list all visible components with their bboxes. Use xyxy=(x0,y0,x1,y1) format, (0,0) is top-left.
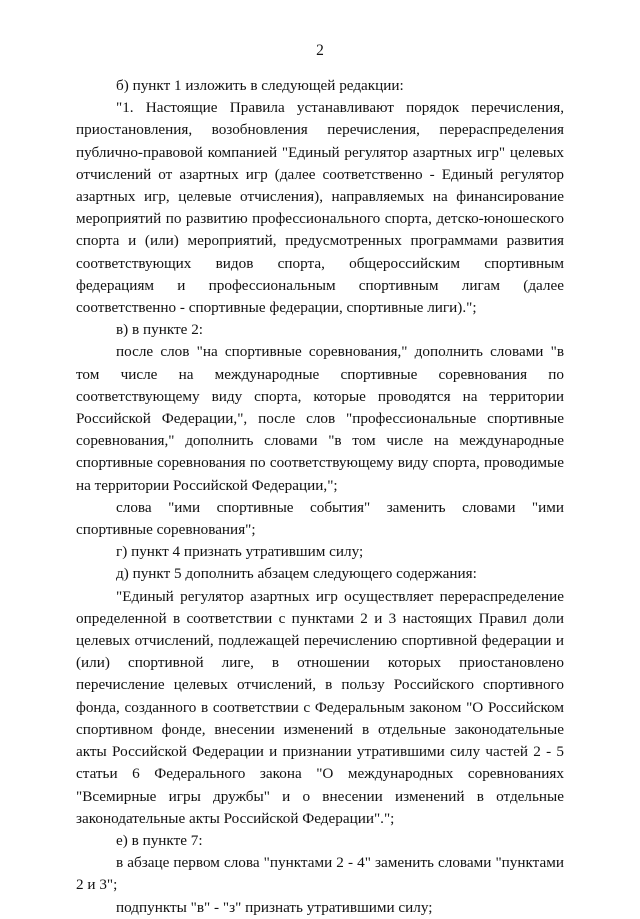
paragraph-item-v: в) в пункте 2: xyxy=(116,321,204,339)
paragraph-new-abzac-text: "Единый регулятор азартных игр осуществляет перераспределение определенной в соответствии с пунктами 2 и 3 настоящих Правил доли целевых отчислений, подлежащей перечислению спортивной федерации и (или) спортивной лиге, в отношении которых приостановлено перечисление целевых отчислений, в пользу Российского спортивного фонда, созданного в соответствии с Федеральным законом "О Российском спортивном фонде, внесении изменений в отдельные законодательные акты Российской Федерации и признании утратившими силу частей 2 - 5 статьи 6 Федерального закона "О международных соревнованиях "Всемирные игры дружбы" и о внесении изменений в отдельные законодательные акты Российской Федерации"."; xyxy=(76,587,564,827)
paragraph-point-7-first-abzac: в абзаце первом слова "пунктами 2 - 4" заменить словами "пунктами 2 и 3"; xyxy=(76,854,564,894)
page-number: 2 xyxy=(316,42,324,59)
paragraph-point-2-replacement: слова "ими спортивные события" заменить словами "ими спортивные соревнования"; xyxy=(76,498,564,539)
paragraph-item-d: д) пункт 5 дополнить абзацем следующего содержания: xyxy=(116,565,477,583)
paragraph-item-g: г) пункт 4 признать утратившим силу; xyxy=(116,543,364,561)
paragraph-new-point-1-text: "1. Настоящие Правила устанавливают порядок перечисления, приостановления, возобновления перечисления, перераспределения публично-правовой компанией "Единый регулятор азартных игр" целевых отчислений от азартных игр (далее соответственно - Единый регулятор азартных игр, целевые отчисления), направляемых на финансирование мероприятий по развитию профессионального спорта, детско-юношеского спорта и (или) мероприятий, предусмотренных программами развития соответствующих видов спорта, общероссийским спортивным федерациям и профессиональным спортивным лигам (далее соответственно - спортивные федерации, спортивные лиги)."; xyxy=(76,99,564,317)
paragraph-item-e: е) в пункте 7: xyxy=(116,831,203,849)
paragraph-point-7-subpoints: подпункты "в" - "з" признать утратившими силу; xyxy=(116,898,433,916)
paragraph-point-2-additions: после слов "на спортивные соревнования," дополнить словами "в том числе на международные спортивные соревнования по соответствующему виду спорта, которые проводятся на территории Российской Федерации,", после слов "профессиональные спортивные соревнования," дополнить словами "в том числе на международные спортивные соревнования по соответствующему виду спорта, проводимые на территории Российской Федерации,"; xyxy=(76,343,564,494)
document-body xyxy=(76,75,564,919)
paragraph-item-b: б) пункт 1 изложить в следующей редакции: xyxy=(116,77,404,94)
